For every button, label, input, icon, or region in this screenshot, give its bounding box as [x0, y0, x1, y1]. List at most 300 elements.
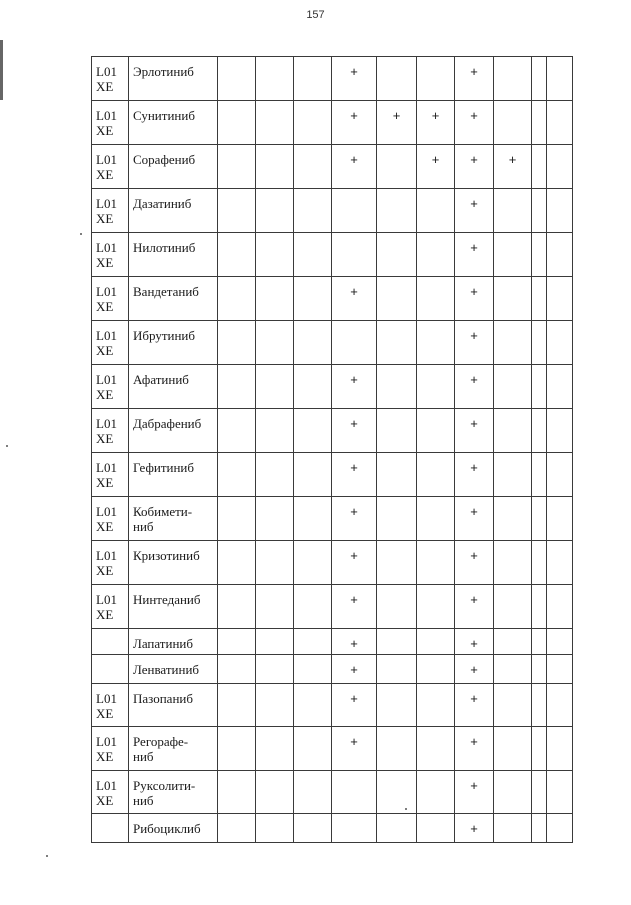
atc-code-text: L01 [96, 691, 117, 706]
indication-mark-cell: + [332, 684, 377, 727]
atc-code-text: XE [96, 167, 114, 182]
table-row [92, 233, 573, 277]
table-row [92, 655, 573, 684]
indication-mark-cell [547, 409, 573, 453]
drug-name-cell [129, 453, 218, 497]
scan-speck [80, 233, 82, 235]
indication-mark-cell [294, 57, 332, 101]
indication-mark-cell [332, 321, 377, 365]
drug-name-cell [129, 629, 218, 655]
indication-mark-cell [417, 189, 455, 233]
table-row [92, 541, 573, 585]
indication-mark-cell [532, 453, 547, 497]
indication-mark-cell: + [455, 629, 494, 655]
atc-code-text: L01 [96, 152, 117, 167]
atc-code-cell [92, 189, 129, 233]
indication-mark-cell [532, 814, 547, 843]
drug-name-cell [129, 497, 218, 541]
drug-name-text: Нилотиниб [133, 240, 196, 255]
drug-name-cell [129, 684, 218, 727]
indication-mark-cell [294, 233, 332, 277]
atc-code-text: L01 [96, 416, 117, 431]
indication-mark-cell: + [455, 321, 494, 365]
indication-mark-cell [547, 145, 573, 189]
atc-code-text: L01 [96, 460, 117, 475]
indication-mark-cell: + [455, 365, 494, 409]
drug-name-text: Пазопаниб [133, 691, 193, 706]
indication-mark-cell [256, 684, 294, 727]
indication-mark-cell [377, 233, 417, 277]
indication-mark-cell [547, 453, 573, 497]
indication-mark-cell [377, 189, 417, 233]
indication-mark-cell [532, 101, 547, 145]
atc-code-text: XE [96, 299, 114, 314]
drug-name-text: ниб [133, 519, 154, 534]
drug-name-text: Кобимети- [133, 504, 193, 519]
indication-mark-cell [494, 453, 532, 497]
atc-code-text: L01 [96, 372, 117, 387]
table-row [92, 585, 573, 629]
indication-mark-cell [256, 497, 294, 541]
atc-code-text: XE [96, 607, 114, 622]
indication-mark-cell [547, 814, 573, 843]
table-row [92, 771, 573, 814]
indication-mark-cell: + [455, 585, 494, 629]
indication-mark-cell [494, 101, 532, 145]
atc-code-cell [92, 629, 129, 655]
indication-mark-cell [294, 771, 332, 814]
indication-mark-cell [377, 541, 417, 585]
indication-mark-cell [417, 497, 455, 541]
indication-mark-cell: + [332, 655, 377, 684]
indication-mark-cell [547, 771, 573, 814]
indication-mark-cell: + [455, 57, 494, 101]
atc-code-text: XE [96, 519, 114, 534]
atc-code-text: XE [96, 563, 114, 578]
drug-name-cell [129, 233, 218, 277]
indication-mark-cell: + [455, 655, 494, 684]
drug-name-text: ниб [133, 793, 154, 808]
indication-mark-cell: + [417, 101, 455, 145]
indication-mark-cell [377, 409, 417, 453]
indication-mark-cell: + [332, 365, 377, 409]
drug-name-cell [129, 277, 218, 321]
atc-code-text: L01 [96, 328, 117, 343]
indication-mark-cell: + [494, 145, 532, 189]
indication-mark-cell [377, 771, 417, 814]
indication-mark-cell [532, 189, 547, 233]
indication-mark-cell [256, 321, 294, 365]
indication-mark-cell [294, 727, 332, 771]
indication-mark-cell [532, 585, 547, 629]
atc-code-text: L01 [96, 196, 117, 211]
indication-mark-cell [417, 409, 455, 453]
indication-mark-cell [494, 629, 532, 655]
indication-mark-cell [547, 585, 573, 629]
atc-code-text: XE [96, 255, 114, 270]
table-row [92, 321, 573, 365]
indication-mark-cell: + [332, 629, 377, 655]
indication-mark-cell [294, 629, 332, 655]
indication-mark-cell: + [332, 409, 377, 453]
table-row [92, 277, 573, 321]
indication-mark-cell [256, 409, 294, 453]
drug-name-text: Дазатиниб [133, 196, 192, 211]
indication-mark-cell: + [332, 145, 377, 189]
indication-mark-cell [377, 145, 417, 189]
indication-mark-cell [218, 684, 256, 727]
indication-mark-cell [332, 771, 377, 814]
atc-code-cell [92, 365, 129, 409]
indication-mark-cell [294, 277, 332, 321]
indication-mark-cell [218, 585, 256, 629]
indication-mark-cell [377, 814, 417, 843]
drug-name-cell [129, 145, 218, 189]
atc-code-text: L01 [96, 240, 117, 255]
page-number: 157 [306, 9, 325, 21]
indication-mark-cell [256, 814, 294, 843]
indication-mark-cell [256, 233, 294, 277]
indication-mark-cell: + [455, 277, 494, 321]
indication-mark-cell [256, 145, 294, 189]
indication-mark-cell [547, 727, 573, 771]
indication-mark-cell [494, 585, 532, 629]
atc-code-text: XE [96, 431, 114, 446]
indication-mark-cell [332, 814, 377, 843]
atc-code-cell [92, 684, 129, 727]
indication-mark-cell [256, 365, 294, 409]
indication-mark-cell [218, 57, 256, 101]
indication-mark-cell [294, 655, 332, 684]
atc-code-text: L01 [96, 592, 117, 607]
indication-mark-cell [218, 541, 256, 585]
indication-mark-cell [218, 277, 256, 321]
indication-mark-cell [417, 365, 455, 409]
atc-code-text: XE [96, 343, 114, 358]
indication-mark-cell [294, 497, 332, 541]
indication-mark-cell: + [455, 814, 494, 843]
atc-code-text: XE [96, 211, 114, 226]
indication-mark-cell [256, 189, 294, 233]
indication-mark-cell [256, 57, 294, 101]
indication-mark-cell [494, 409, 532, 453]
indication-mark-cell [532, 57, 547, 101]
indication-mark-cell [377, 57, 417, 101]
atc-code-cell [92, 233, 129, 277]
indication-mark-cell [532, 145, 547, 189]
indication-mark-cell [417, 727, 455, 771]
indication-mark-cell [532, 409, 547, 453]
indication-mark-cell [218, 655, 256, 684]
atc-code-text: XE [96, 793, 114, 808]
indication-mark-cell: + [332, 541, 377, 585]
indication-mark-cell [494, 771, 532, 814]
atc-code-text: L01 [96, 504, 117, 519]
drug-name-cell [129, 771, 218, 814]
indication-mark-cell: + [455, 145, 494, 189]
drug-name-text: Сунитиниб [133, 108, 195, 123]
atc-code-cell [92, 57, 129, 101]
indication-mark-cell [417, 233, 455, 277]
atc-code-cell [92, 453, 129, 497]
indication-mark-cell: + [455, 684, 494, 727]
indication-mark-cell [377, 585, 417, 629]
indication-mark-cell [494, 541, 532, 585]
atc-code-text: L01 [96, 548, 117, 563]
indication-mark-cell [256, 101, 294, 145]
drug-name-text: Кризотиниб [133, 548, 200, 563]
atc-code-cell [92, 814, 129, 843]
indication-mark-cell: + [332, 453, 377, 497]
indication-mark-cell: + [332, 101, 377, 145]
indication-mark-cell [547, 277, 573, 321]
indication-mark-cell [377, 684, 417, 727]
atc-code-cell [92, 541, 129, 585]
atc-code-cell [92, 727, 129, 771]
indication-mark-cell [218, 409, 256, 453]
indication-mark-cell [547, 684, 573, 727]
indication-mark-cell [494, 189, 532, 233]
atc-code-cell [92, 497, 129, 541]
drug-name-text: Сорафениб [133, 152, 196, 167]
indication-mark-cell [494, 365, 532, 409]
table-row [92, 727, 573, 771]
indication-mark-cell [547, 189, 573, 233]
indication-mark-cell [417, 57, 455, 101]
indication-mark-cell [218, 145, 256, 189]
drug-name-cell [129, 57, 218, 101]
indication-mark-cell [547, 629, 573, 655]
drug-name-text: ниб [133, 749, 154, 764]
indication-mark-cell [294, 585, 332, 629]
indication-mark-cell [494, 727, 532, 771]
indication-mark-cell [547, 101, 573, 145]
drug-name-text: Рибоциклиб [133, 821, 201, 836]
drug-name-cell [129, 585, 218, 629]
drug-name-text: Гефитиниб [133, 460, 195, 475]
drug-name-cell [129, 365, 218, 409]
indication-mark-cell [218, 771, 256, 814]
table-row [92, 365, 573, 409]
indication-mark-cell [417, 321, 455, 365]
indication-mark-cell: + [332, 497, 377, 541]
indication-mark-cell [547, 365, 573, 409]
table-row [92, 189, 573, 233]
indication-mark-cell [547, 655, 573, 684]
indication-mark-cell [294, 145, 332, 189]
indication-mark-cell [377, 497, 417, 541]
indication-mark-cell [294, 684, 332, 727]
indication-mark-cell: + [455, 233, 494, 277]
atc-code-text: XE [96, 387, 114, 402]
indication-mark-cell [256, 277, 294, 321]
atc-code-cell [92, 321, 129, 365]
indication-mark-cell [256, 541, 294, 585]
indication-mark-cell [532, 277, 547, 321]
indication-mark-cell [256, 453, 294, 497]
indication-mark-cell [294, 541, 332, 585]
indication-mark-cell [294, 321, 332, 365]
table-row [92, 684, 573, 727]
indication-mark-cell [377, 655, 417, 684]
indication-mark-cell [294, 189, 332, 233]
scan-edge-mark [0, 40, 3, 100]
drug-name-text: Регорафе- [133, 734, 189, 749]
indication-mark-cell: + [455, 727, 494, 771]
indication-mark-cell [377, 321, 417, 365]
indication-mark-cell [494, 233, 532, 277]
drug-name-cell [129, 727, 218, 771]
indication-mark-cell: + [417, 145, 455, 189]
drug-name-text: Лапатиниб [133, 636, 193, 651]
indication-mark-cell [532, 541, 547, 585]
indication-mark-cell: + [455, 541, 494, 585]
drug-name-text: Ленватиниб [133, 662, 200, 677]
drug-name-text: Афатиниб [133, 372, 189, 387]
indication-mark-cell [532, 321, 547, 365]
indication-mark-cell [532, 497, 547, 541]
indication-mark-cell [377, 629, 417, 655]
drug-name-cell [129, 409, 218, 453]
drug-name-text: Дабрафениб [133, 416, 202, 431]
indication-mark-cell [417, 771, 455, 814]
indication-mark-cell [532, 655, 547, 684]
indication-mark-cell [294, 814, 332, 843]
indication-mark-cell: + [455, 453, 494, 497]
atc-code-text: L01 [96, 284, 117, 299]
scan-speck [6, 445, 8, 447]
drug-name-text: Вандетаниб [133, 284, 199, 299]
drug-name-cell [129, 101, 218, 145]
atc-code-cell [92, 277, 129, 321]
indication-mark-cell [218, 365, 256, 409]
indication-mark-cell [256, 771, 294, 814]
indication-mark-cell [417, 814, 455, 843]
indication-mark-cell [547, 233, 573, 277]
indication-mark-cell [532, 629, 547, 655]
indication-mark-cell [417, 541, 455, 585]
indication-mark-cell [294, 409, 332, 453]
indication-mark-cell [532, 684, 547, 727]
indication-mark-cell: + [377, 101, 417, 145]
indication-mark-cell [256, 727, 294, 771]
drug-name-text: Руксолити- [133, 778, 196, 793]
indication-mark-cell: + [332, 585, 377, 629]
indication-mark-cell [494, 497, 532, 541]
indication-mark-cell [417, 655, 455, 684]
scan-speck [46, 855, 48, 857]
atc-code-cell [92, 585, 129, 629]
drug-name-cell [129, 814, 218, 843]
indication-mark-cell: + [455, 409, 494, 453]
atc-code-cell [92, 655, 129, 684]
indication-mark-cell [494, 684, 532, 727]
atc-code-text: L01 [96, 108, 117, 123]
atc-code-text: XE [96, 123, 114, 138]
indication-mark-cell [417, 585, 455, 629]
indication-mark-cell: + [455, 497, 494, 541]
indication-mark-cell [256, 629, 294, 655]
drug-name-text: Эрлотиниб [133, 64, 194, 79]
indication-mark-cell [532, 233, 547, 277]
table-row [92, 497, 573, 541]
indication-mark-cell [218, 321, 256, 365]
indication-mark-cell [494, 277, 532, 321]
indication-mark-cell [294, 365, 332, 409]
atc-code-text: L01 [96, 734, 117, 749]
indication-mark-cell [218, 453, 256, 497]
table-row [92, 409, 573, 453]
drug-name-cell [129, 655, 218, 684]
indication-mark-cell [294, 101, 332, 145]
indication-mark-cell: + [455, 771, 494, 814]
indication-mark-cell [547, 57, 573, 101]
atc-code-text: L01 [96, 64, 117, 79]
drug-name-cell [129, 321, 218, 365]
indication-mark-cell [417, 629, 455, 655]
atc-code-cell [92, 145, 129, 189]
indication-mark-cell [256, 585, 294, 629]
indication-mark-cell [494, 655, 532, 684]
drug-name-cell [129, 541, 218, 585]
indication-mark-cell: + [332, 57, 377, 101]
table-body [92, 57, 573, 843]
indication-mark-cell [532, 771, 547, 814]
indication-mark-cell [494, 321, 532, 365]
indication-mark-cell [377, 365, 417, 409]
indication-mark-cell [294, 453, 332, 497]
indication-mark-cell: + [332, 277, 377, 321]
atc-code-text: L01 [96, 778, 117, 793]
atc-code-text: XE [96, 475, 114, 490]
drug-name-cell [129, 189, 218, 233]
indication-mark-cell [547, 497, 573, 541]
indication-mark-cell [218, 101, 256, 145]
indication-mark-cell: + [332, 727, 377, 771]
indication-mark-cell [218, 233, 256, 277]
indication-mark-cell [377, 727, 417, 771]
indication-mark-cell [218, 814, 256, 843]
table-row [92, 629, 573, 655]
indication-mark-cell [417, 684, 455, 727]
indication-mark-cell [256, 655, 294, 684]
indication-mark-cell [218, 189, 256, 233]
table-row [92, 814, 573, 843]
atc-code-text: XE [96, 706, 114, 721]
drug-name-text: Ибрутиниб [133, 328, 195, 343]
table-row [92, 57, 573, 101]
indication-mark-cell [218, 629, 256, 655]
indication-mark-cell [532, 365, 547, 409]
indication-mark-cell [218, 497, 256, 541]
indication-mark-cell [377, 277, 417, 321]
table-row [92, 101, 573, 145]
drug-name-text: Нинтеданиб [133, 592, 201, 607]
indication-mark-cell [417, 277, 455, 321]
indication-mark-cell [494, 814, 532, 843]
indication-mark-cell [417, 453, 455, 497]
indication-mark-cell: + [455, 189, 494, 233]
atc-code-cell [92, 101, 129, 145]
atc-code-cell [92, 409, 129, 453]
indication-mark-cell [532, 727, 547, 771]
indication-mark-cell [332, 189, 377, 233]
indication-mark-cell [377, 453, 417, 497]
table-row [92, 453, 573, 497]
atc-code-cell [92, 771, 129, 814]
indication-mark-cell [547, 321, 573, 365]
indication-mark-cell: + [455, 101, 494, 145]
